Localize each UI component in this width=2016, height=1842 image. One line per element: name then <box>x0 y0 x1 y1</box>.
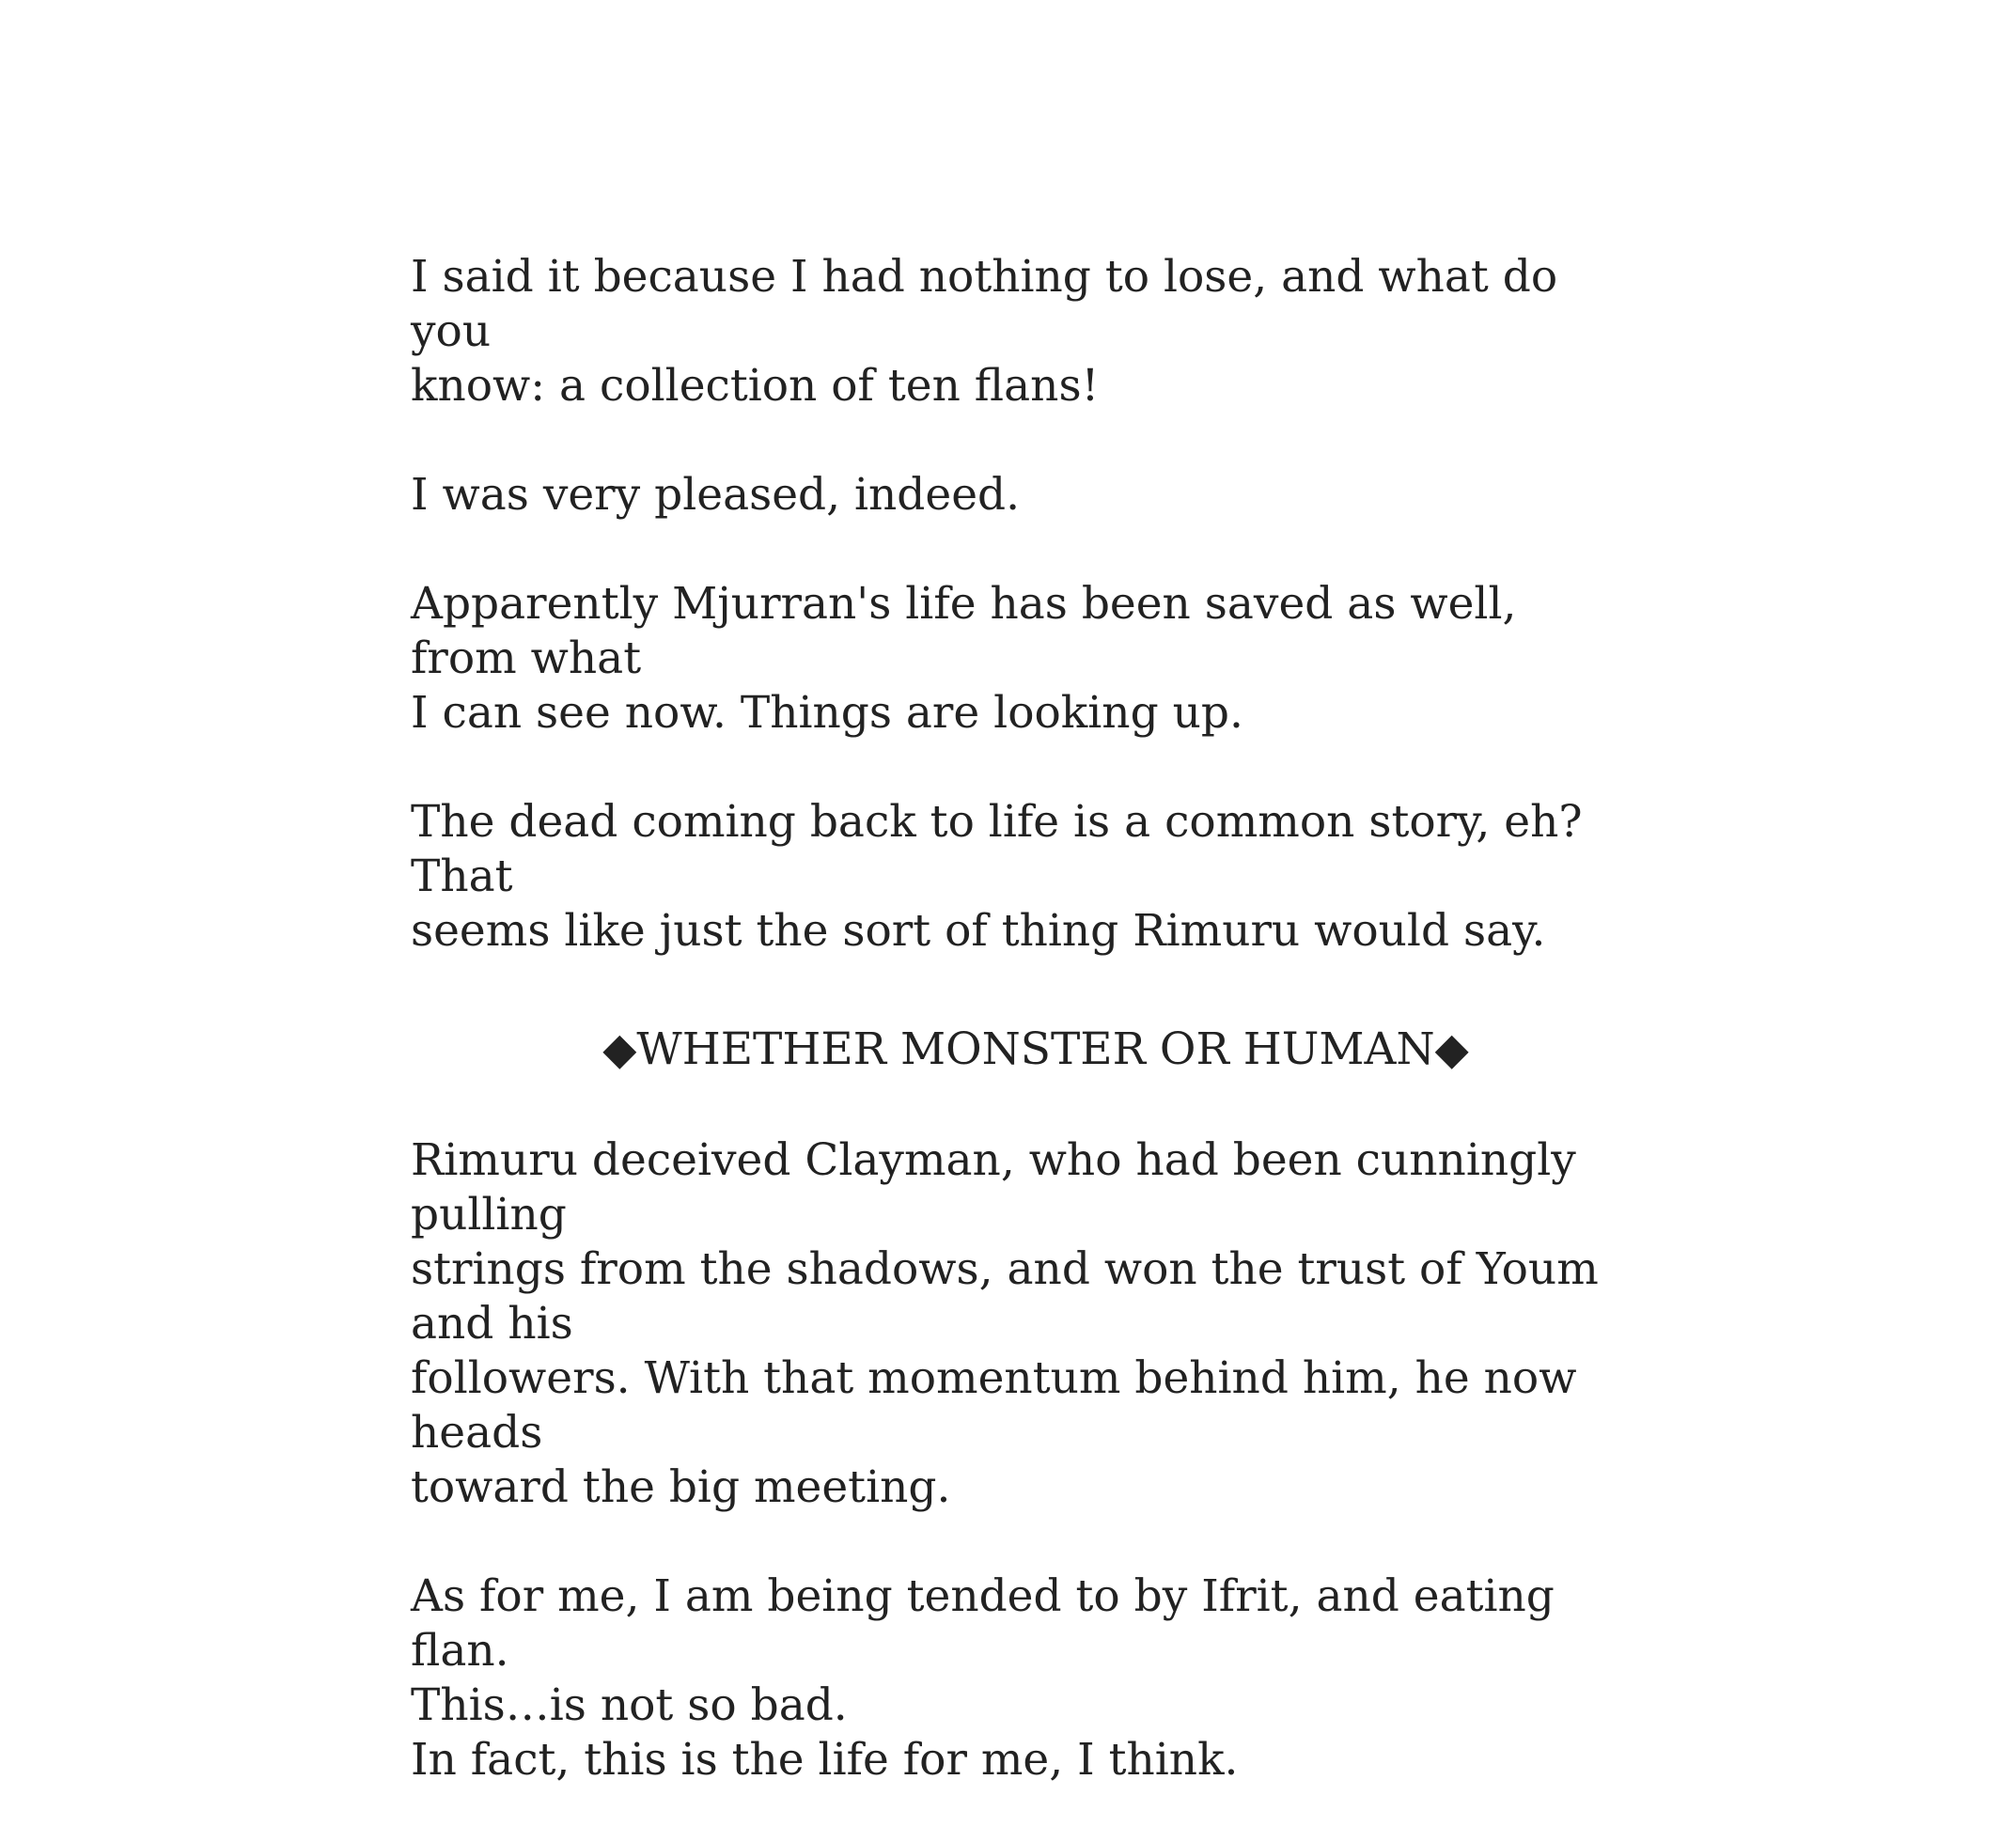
text-line: This…is not so bad. <box>411 1679 848 1731</box>
paragraph-pleased <box>411 468 1623 523</box>
text-line: In fact, this is the life for me, I think. <box>411 1734 1239 1786</box>
text-line: strings from the shadows, and won the trust of Youm and his <box>411 1243 1599 1350</box>
text-line: I was very pleased, indeed. <box>411 469 1021 521</box>
text-line: toward the big meeting. <box>411 1461 951 1513</box>
text-line: As for me, I am being tended to by Ifrit, and eating flan. <box>411 1570 1555 1677</box>
paragraph-flans <box>411 250 1623 414</box>
text-line: followers. With that momentum behind him, he now heads <box>411 1352 1577 1459</box>
text-line: I said it because I had nothing to lose, and what do you <box>411 251 1558 357</box>
text-line: I can see now. Things are looking up. <box>411 687 1243 739</box>
paragraph-dead-coming-back <box>411 795 1623 959</box>
paragraph-mjurran <box>411 577 1623 741</box>
section-heading: ◆WHETHER MONSTER OR HUMAN◆ <box>602 1023 1469 1075</box>
paragraph-ifrit-flan <box>411 1569 1623 1787</box>
text-line: seems like just the sort of thing Rimuru would say. <box>411 905 1546 957</box>
text-line: The dead coming back to life is a common story, eh? That <box>411 796 1583 902</box>
paragraph-rimuru-clayman <box>411 1133 1623 1515</box>
text-column <box>411 250 1623 1842</box>
text-line: Rimuru deceived Clayman, who had been cunningly pulling <box>411 1134 1576 1241</box>
text-line: know: a collection of ten flans! <box>411 360 1100 412</box>
section-spacer <box>411 959 1623 1022</box>
text-line: Apparently Mjurran's life has been saved as well, from what <box>411 578 1517 684</box>
